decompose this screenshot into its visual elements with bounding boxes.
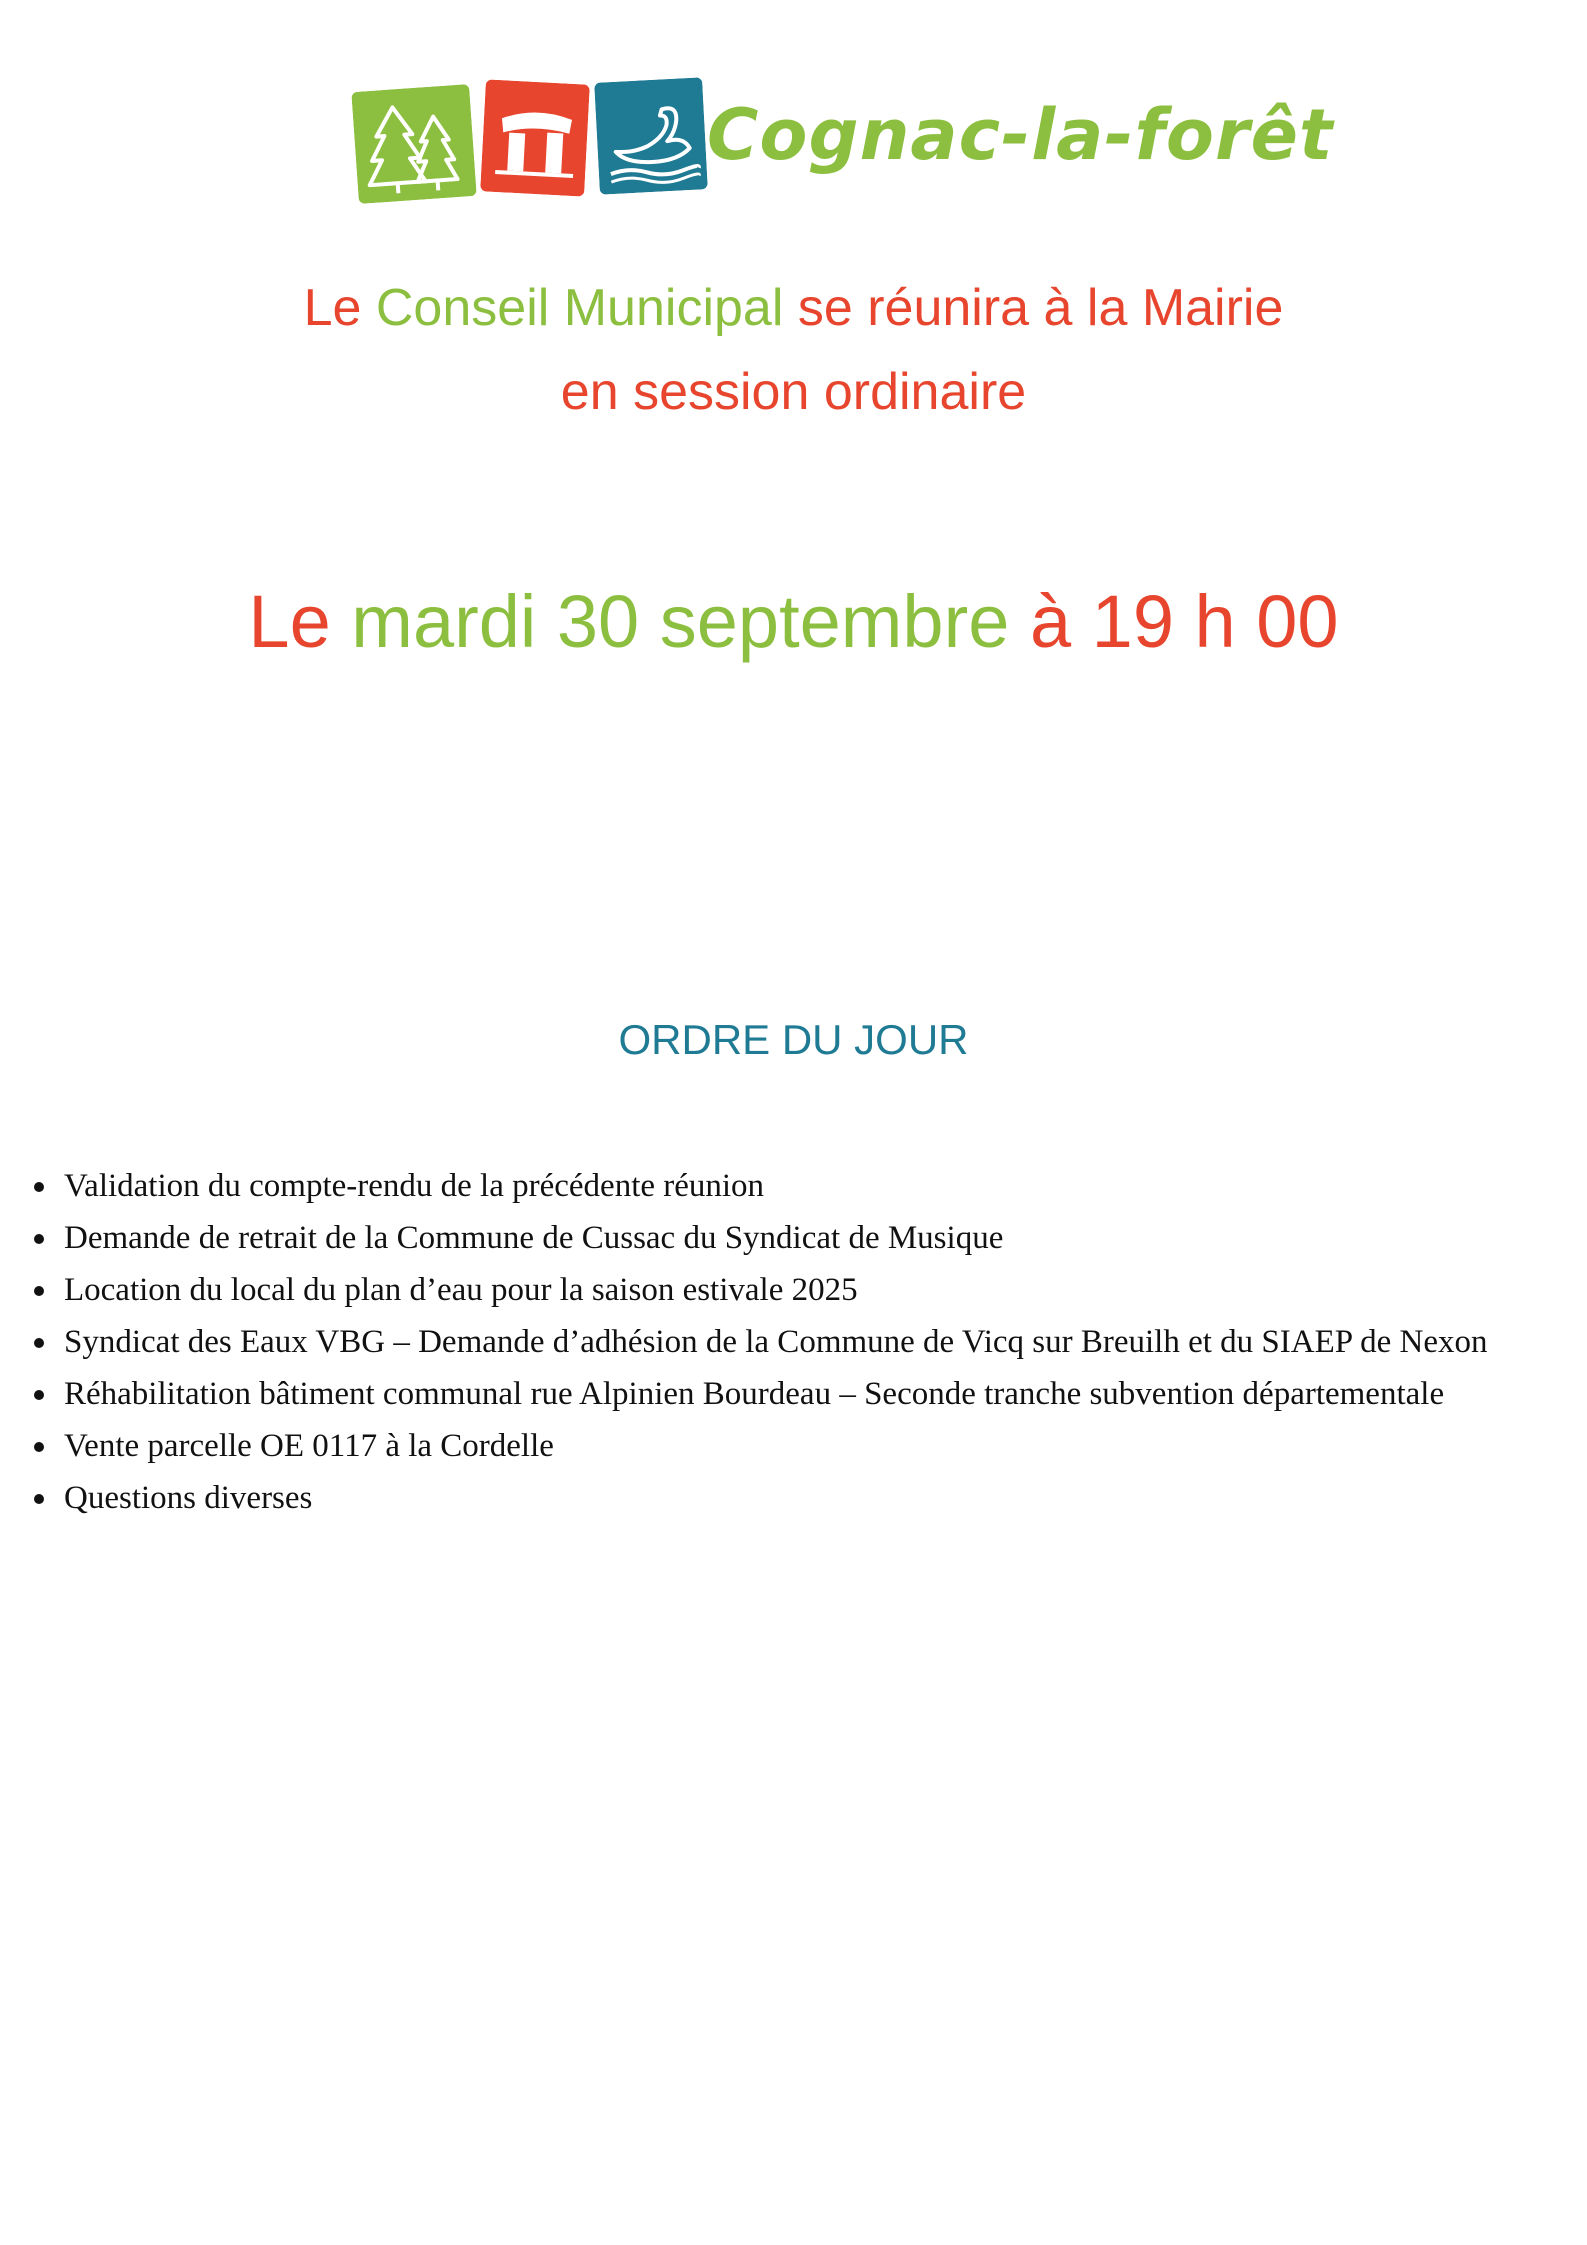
meeting-date-prefix: Le — [248, 580, 352, 663]
agenda-item: Validation du compte-rendu de la précédente réunion — [28, 1160, 1548, 1212]
agenda-item: Réhabilitation bâtiment communal rue Alpinien Bourdeau – Seconde tranche subvention départementale — [28, 1368, 1548, 1420]
headline-line-1 — [0, 266, 1587, 350]
dolmen-icon — [480, 79, 590, 196]
agenda-list — [28, 1160, 1548, 1524]
logo-wordmark: Cognac-la-forêt — [707, 94, 1334, 176]
swan-icon — [594, 77, 708, 194]
meeting-date-day: mardi 30 septembre — [351, 580, 1010, 663]
agenda-item: Questions diverses — [28, 1472, 1548, 1524]
meeting-date-time: à 19 h 00 — [1009, 580, 1339, 663]
headline-council: Conseil Municipal — [375, 279, 784, 337]
headline-prefix: Le — [303, 279, 376, 337]
meeting-date — [0, 572, 1587, 672]
headline-line-2: en session ordinaire — [560, 363, 1027, 421]
agenda-title: ORDRE DU JOUR — [618, 1016, 969, 1063]
town-logo — [355, 78, 1334, 208]
trees-icon — [351, 84, 477, 204]
agenda-item: Vente parcelle OE 0117 à la Cordelle — [28, 1420, 1548, 1472]
headline-suffix: se réunira à la Mairie — [783, 279, 1284, 337]
agenda-item: Syndicat des Eaux VBG – Demande d’adhésion de la Commune de Vicq sur Breuilh et du SIAEP de Nexon — [28, 1316, 1548, 1368]
agenda-item: Location du local du plan d’eau pour la saison estivale 2025 — [28, 1264, 1548, 1316]
agenda-item: Demande de retrait de la Commune de Cussac du Syndicat de Musique — [28, 1212, 1548, 1264]
